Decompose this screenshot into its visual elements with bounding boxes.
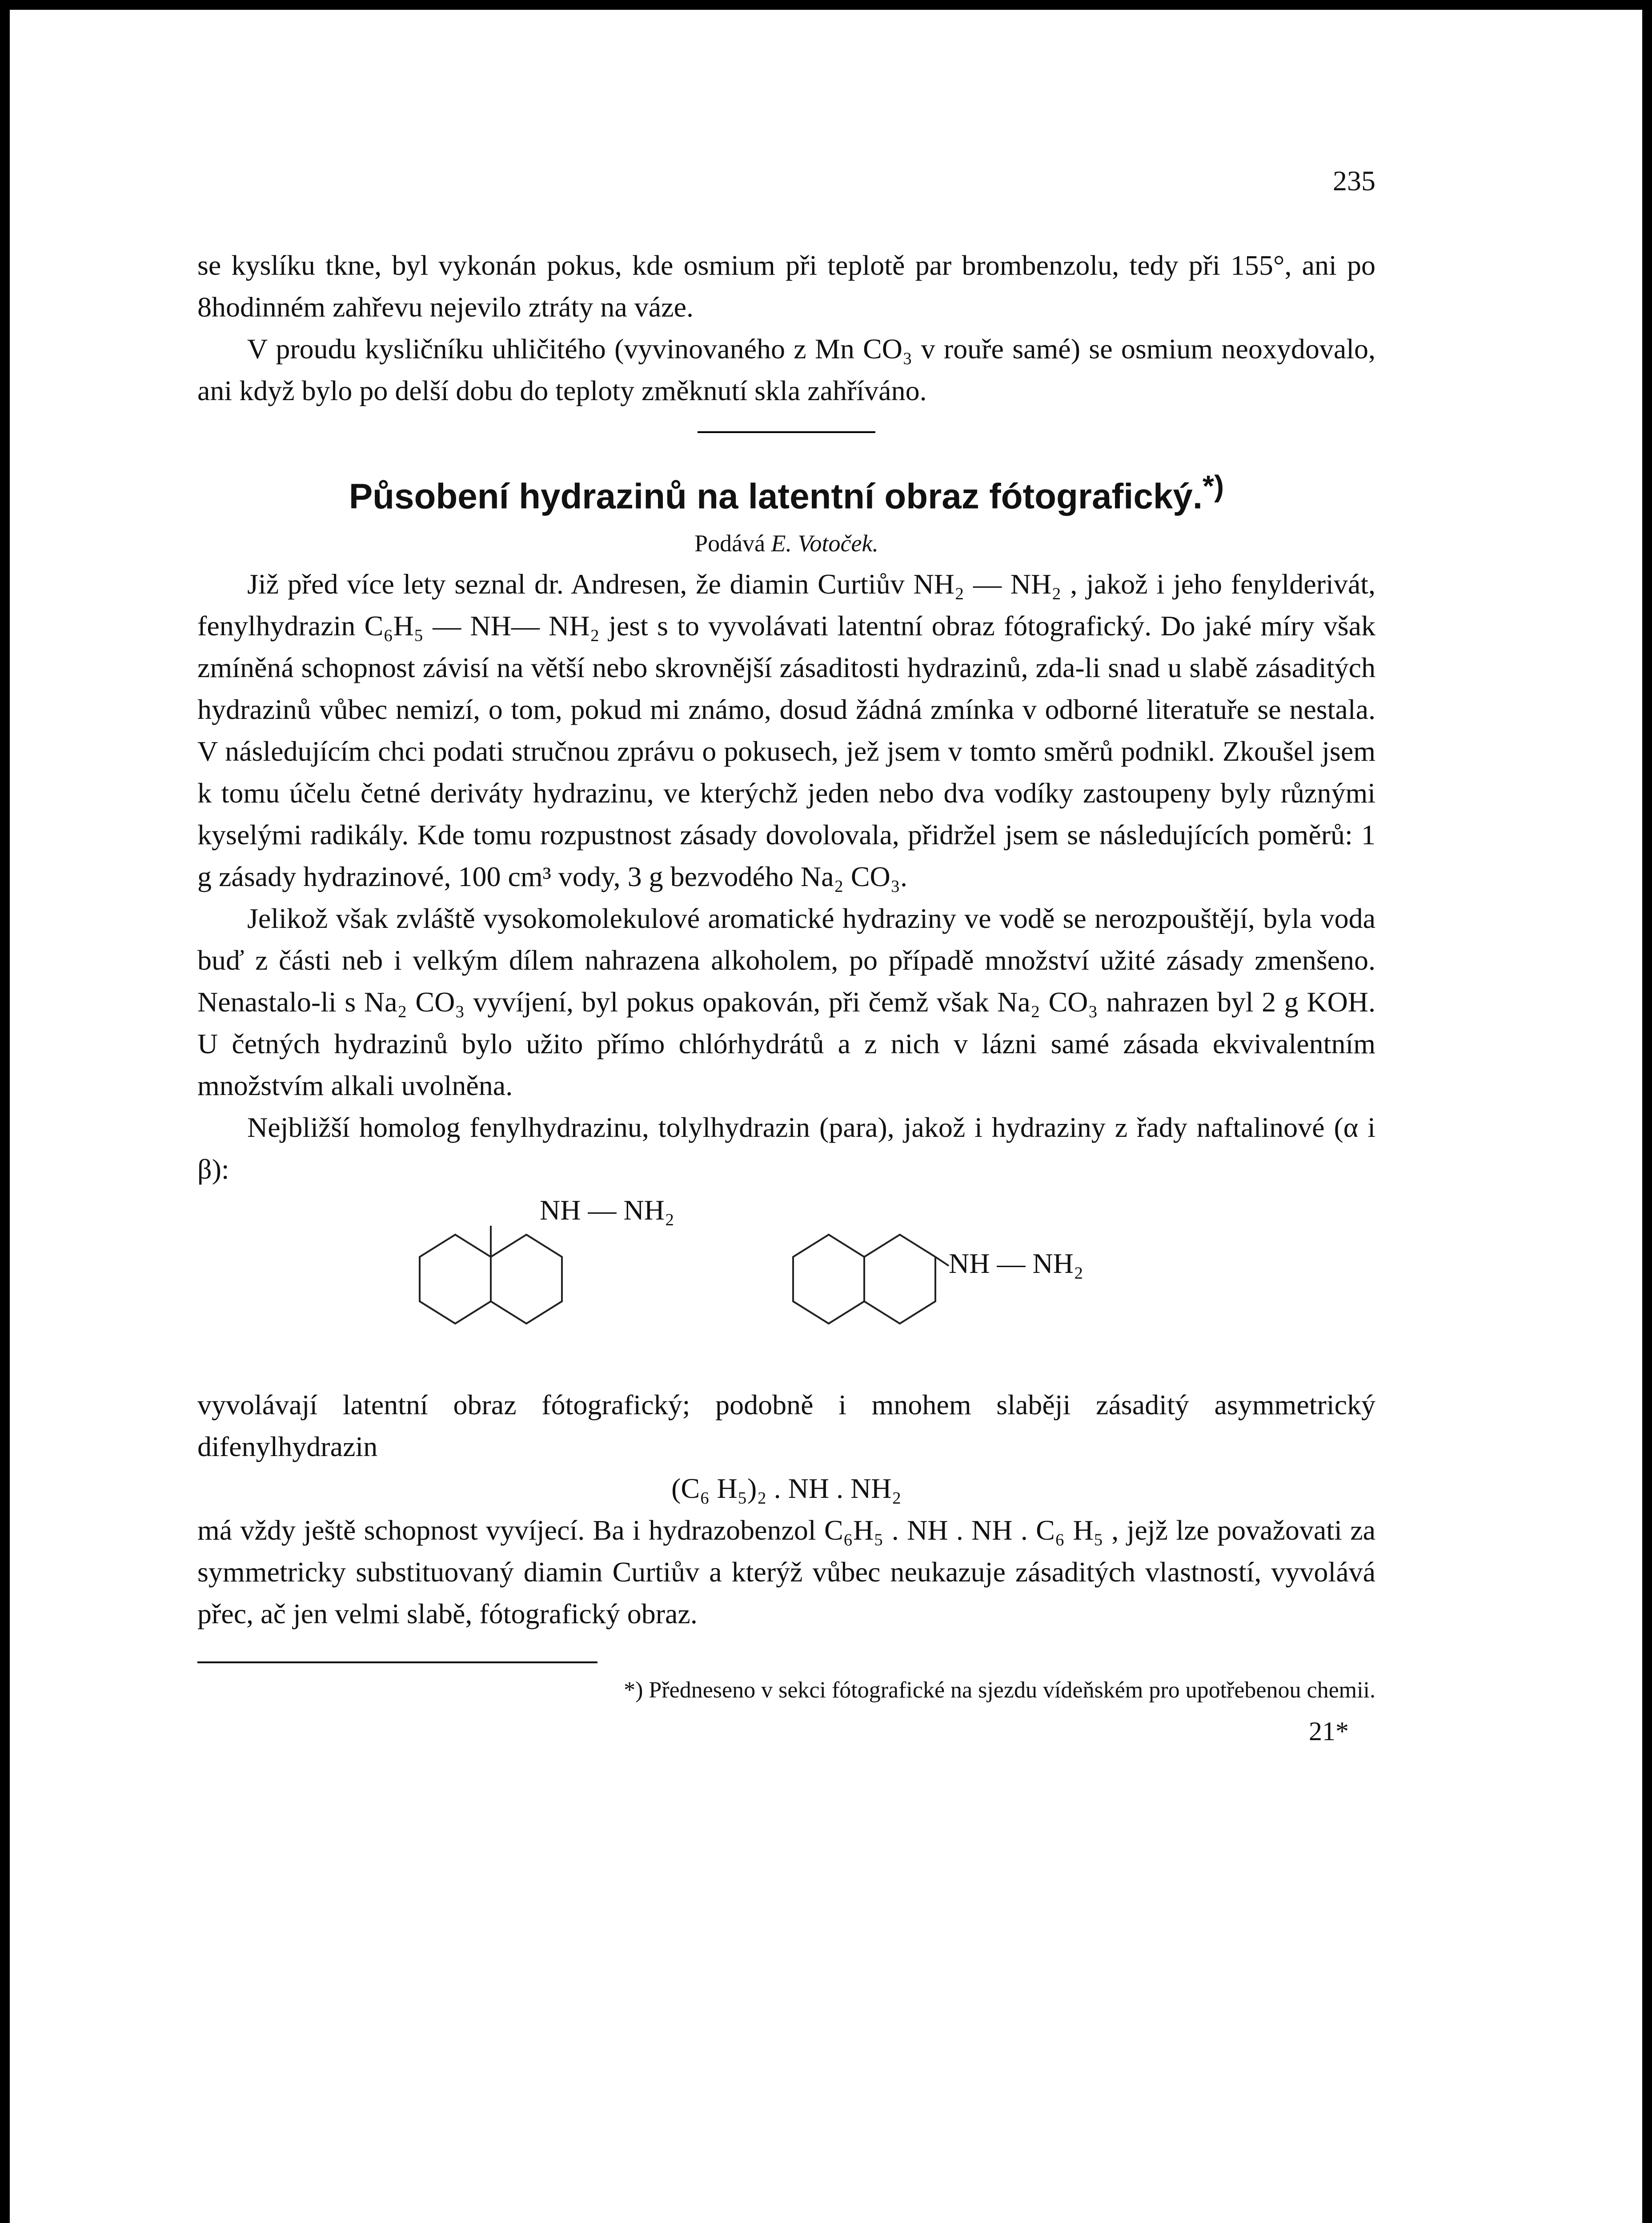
article-title: Působení hydrazinů na latentní obraz fótografický.*): [349, 470, 1224, 516]
signature-mark: 21*: [1309, 1716, 1349, 1746]
footnote: *) Předneseno v sekci fótografické na sjezdu vídeňském pro upotřebenou chemii.: [624, 1677, 1375, 1703]
structure-drawing: [197, 1195, 1375, 1381]
beta-ring-right: [864, 1235, 935, 1324]
byline: Podává E. Votoček.: [694, 530, 878, 557]
footnote-mark: *): [1203, 470, 1224, 503]
alpha-substituent-label: NH — NH₂: [540, 1194, 675, 1226]
naphthalene-structures: [197, 1195, 1375, 1381]
footnote-divider: [197, 1661, 597, 1663]
body-paragraph-5: má vždy ještě schopnost vyvíjecí. Ba i hydrazobenzol C₆H₅ . NH . NH . C₆ H₅ , jejž lze považovati za symmetricky substituovaný diamin Curtiův a kterýž vůbec neukazuje zásaditých vlastností, vyvolává přec, ač jen velmi slabě, fótografický obraz.: [197, 1514, 1375, 1629]
beta-ring-left: [793, 1235, 864, 1324]
page-number: 235: [1333, 165, 1375, 197]
body-paragraph-4: vyvolávají latentní obraz fótografický; podobně i mnohem slaběji zásaditý asymmetrický difenylhydrazin: [197, 1388, 1375, 1462]
body-paragraph-3: Nejbližší homolog fenylhydrazinu, tolylhydrazin (para), jakož i hydraziny z řady naftalinové (α i β):: [197, 1111, 1375, 1185]
author-name: E. Votoček.: [771, 530, 878, 557]
beta-substituent-label: NH — NH₂: [949, 1247, 1084, 1279]
alpha-ring-right: [491, 1235, 562, 1324]
difenylhydrazin-formula: (C₆ H₅)₂ . NH . NH₂: [671, 1472, 902, 1504]
page-content: [197, 245, 1375, 1752]
intro-paragraph-1: se kyslíku tkne, byl vykonán pokus, kde osmium při teplotě par brombenzolu, tedy při 155°, ani po 8hodinném zahřevu nejevilo ztráty na váze.: [197, 249, 1375, 323]
beta-bond: [935, 1257, 949, 1266]
body-paragraph-2: Jelikož však zvláště vysokomolekulové aromatické hydraziny ve vodě se nerozpouštějí, byla voda buď z části neb i velkým dílem nahrazena alkoholem, po případě množství užité zásady zmenšeno. Nenastalo-li s Na₂ CO₃ vyvíjení, byl pokus opakován, při čemž však Na₂ CO₃ nahrazen byl 2 g KOH. U četných hydrazinů bylo užito přímo chlórhydrátů a z nich v lázni samé zásada ekvivalentním množstvím alkali uvolněna.: [197, 902, 1375, 1101]
section-divider: [698, 431, 875, 433]
alpha-ring-left: [420, 1235, 491, 1324]
intro-paragraph-2: V proudu kysličníku uhličitého (vyvinovaného z Mn CO₃ v rouře samé) se osmium neoxydovalo, ani když bylo po delší dobu do teploty změknutí skla zahříváno.: [197, 333, 1375, 406]
body-paragraph-1: Již před více lety seznal dr. Andresen, že diamin Curtiův NH₂ — NH₂ , jakož i jeho fenylderivát, fenylhydrazin C₆H₅ — NH— NH₂ jest s to vyvolávati latentní obraz fótografický. Do jaké míry však zmíněná schopnost závisí na větší nebo skrovnější zásaditosti hydrazinů, zda-li snad u slabě zásaditých hydrazinů vůbec nemizí, o tom, pokud mi známo, dosud žádná zmínka v odborné literatuře se nestala. V následujícím chci podati stručnou zprávu o pokusech, jež jsem v tomto směrů podnikl. Zkoušel jsem k tomu účelu četné deriváty hydrazinu, ve kterýchž jeden nebo dva vodíky zastoupeny byly různými kyselými radikály. Kde tomu rozpustnost zásady dovolovala, přidržel jsem se následujících poměrů: 1 g zásady hydrazinové, 100 cm³ vody, 3 g bezvodého Na₂ CO₃.: [197, 568, 1375, 892]
